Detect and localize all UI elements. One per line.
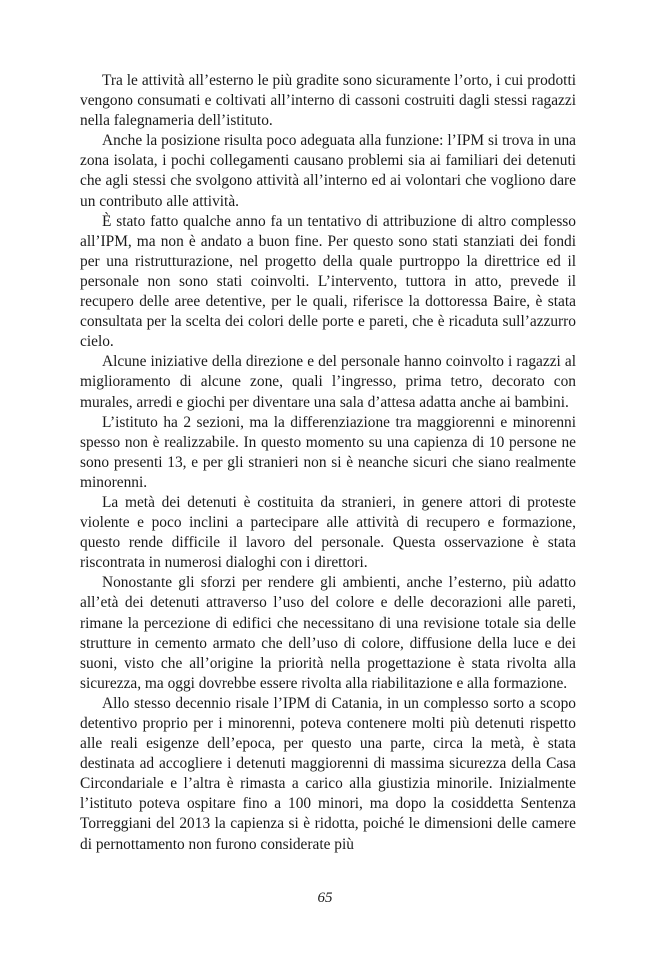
paragraph-iniziative: Alcune iniziative della direzione e del personale hanno coinvolto i ragazzi al miglioramento di alcune zone, quali l’ingresso, prima tetro, decorato con murales, arredi e giochi per diventare una sala d’attesa adatta anche ai bambini.: [80, 353, 576, 411]
paragraph-catania: Allo stesso decennio risale l’IPM di Catania, in un complesso sorto a scopo detentivo proprio per i minorenni, poteva contenere molti più detenuti rispetto alle reali esigenze dell’epoca, per questo una parte, circa la metà, è stata destinata ad accogliere i detenuti maggiorenni di massima sicurezza della Casa Circondariale e l’altra è rimasta a carico alla giustizia minorile. Inizialmente l’istituto poteva ospitare fino a 100 minori, ma dopo la cosiddetta Sentenza Torreggiani del 2013 la capienza si è ridotta, poiché le dimensioni delle camere di pernottamento non furono considerate più: [80, 694, 576, 853]
paragraph-ambienti: Nonostante gli sforzi per rendere gli ambienti, anche l’esterno, più adatto all’età dei detenuti attraverso l’uso del colore e delle decorazioni alle pareti, rimane la percezione di edifici che necessitano di una revisione totale sia delle strutture in cemento armato che dell’uso di colore, diffusione della luce e dei suoni, visto che all’origine la priorità nella progettazione è stata rivolta alla sicurezza, ma oggi dovrebbe essere rivolta alla riabilitazione e alla formazione.: [80, 574, 576, 692]
paragraph-orto: Tra le attività all’esterno le più gradite sono sicuramente l’orto, i cui prodotti vengono consumati e coltivati all’interno di cassoni costruiti dagli stessi ragazzi nella falegnameria dell’istituto.: [80, 72, 576, 130]
paragraph-stranieri: La metà dei detenuti è costituita da stranieri, in genere attori di proteste violente e poco inclini a partecipare alle attività di recupero e formazione, questo rende difficile il lavoro del personale. Questa osservazione è stata riscontrata in numerosi dialoghi con i direttori.: [80, 493, 576, 572]
paragraph-sezioni: L’istituto ha 2 sezioni, ma la differenziazione tra maggiorenni e minorenni spesso non è realizzabile. In questo momento su una capienza di 10 persone ne sono presenti 13, e per gli stranieri non si è neanche sicuri che siano realmente minorenni.: [80, 413, 576, 491]
paragraph-ristrutturazione: È stato fatto qualche anno fa un tentativo di attribuzione di altro complesso all’IPM, ma non è andato a buon fine. Per questo sono stati stanziati dei fondi per una ristrutturazione, nel progetto della quale purtroppo la direttrice ed il personale non sono stati coinvolti. L’intervento, tuttora in atto, prevede il recupero delle aree detentive, per le quali, riferisce la dottoressa Baire, è stata consultata per la scelta dei colori delle porte e pareti, che è ricaduta sull’azzurro cielo.: [80, 212, 576, 351]
body-text: [80, 71, 576, 855]
paragraph-posizione: Anche la posizione risulta poco adeguata alla funzione: l’IPM si trova in una zona isolata, i pochi collegamenti causano problemi sia ai familiari dei detenuti che agli stessi che svolgono attività all’interno ed ai volontari che vogliono dare un contributo alle attività.: [80, 132, 576, 210]
page-number: 65: [317, 890, 333, 906]
